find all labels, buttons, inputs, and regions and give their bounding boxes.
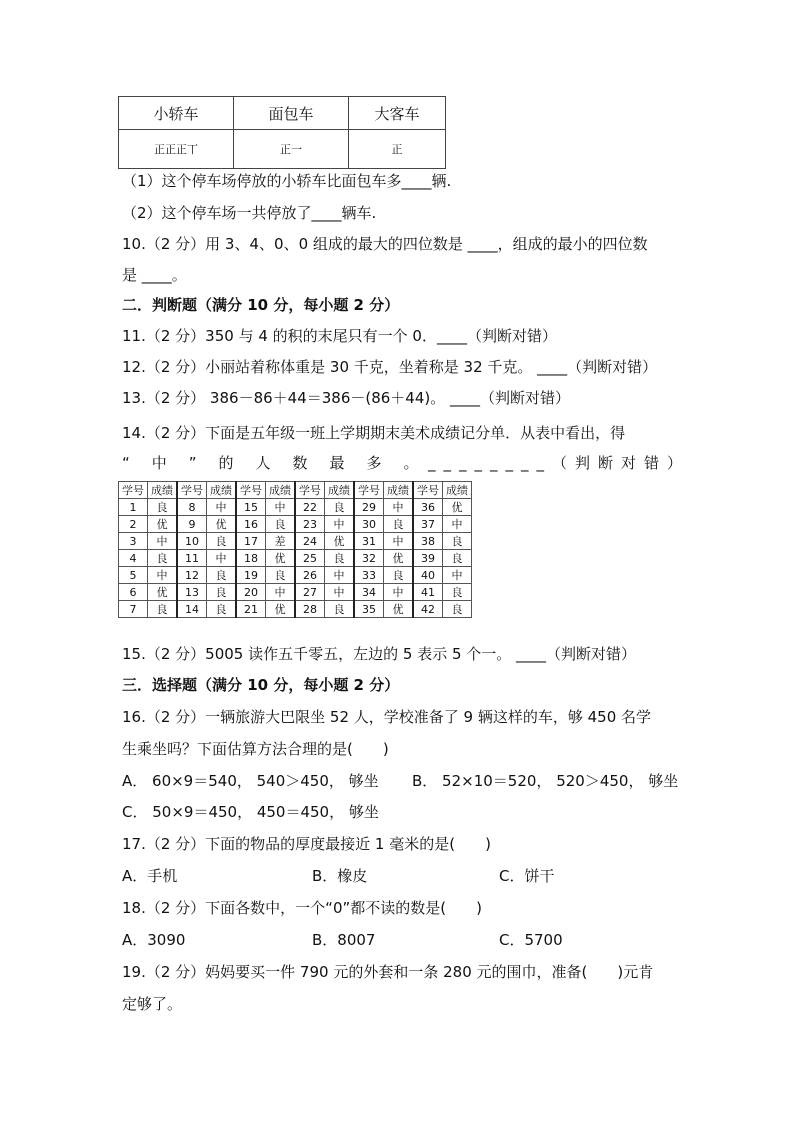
section-2-heading: 二．判断题（满分 10 分，每小题 2 分） xyxy=(122,296,400,314)
student-number: 34 xyxy=(354,584,384,601)
question-17-option-b: B．橡皮 xyxy=(312,867,368,885)
student-grade: 中 xyxy=(207,499,237,516)
student-number: 40 xyxy=(413,567,443,584)
student-grade: 良 xyxy=(148,601,178,618)
grade-table-header xyxy=(119,482,472,499)
grade-header-grade: 成绩 xyxy=(207,482,237,499)
student-grade: 优 xyxy=(443,499,472,516)
student-grade: 优 xyxy=(325,533,355,550)
student-grade: 良 xyxy=(207,601,237,618)
question-16-line1: 16.（2 分）一辆旅游大巴限坐 52 人，学校准备了 9 辆这样的车，够 450 名学 xyxy=(122,708,652,726)
student-grade: 中 xyxy=(325,567,355,584)
student-number: 7 xyxy=(119,601,148,618)
student-number: 16 xyxy=(236,516,266,533)
student-number: 2 xyxy=(119,516,148,533)
student-number: 26 xyxy=(295,567,325,584)
student-number: 31 xyxy=(354,533,384,550)
student-grade: 中 xyxy=(266,584,296,601)
student-grade: 优 xyxy=(384,550,414,567)
question-17-option-a: A．手机 xyxy=(122,867,178,885)
question-12: 12.（2 分）小丽站着称体重是 30 千克，坐着称是 32 千克。 ____（判断对错） xyxy=(122,358,658,376)
grade-header-number: 学号 xyxy=(119,482,148,499)
student-grade: 良 xyxy=(148,499,178,516)
student-grade: 良 xyxy=(443,550,472,567)
vehicle-header: 面包车 xyxy=(234,97,349,130)
student-grade: 优 xyxy=(266,601,296,618)
grade-header-number: 学号 xyxy=(295,482,325,499)
student-number: 19 xyxy=(236,567,266,584)
student-grade: 中 xyxy=(148,533,178,550)
question-19-line1: 19.（2 分）妈妈要买一件 790 元的外套和一条 280 元的围巾，准备( )元肯 xyxy=(122,963,654,981)
grade-header-number: 学号 xyxy=(354,482,384,499)
student-grade: 中 xyxy=(443,516,472,533)
student-number: 3 xyxy=(119,533,148,550)
student-number: 41 xyxy=(413,584,443,601)
student-number: 42 xyxy=(413,601,443,618)
student-grade: 良 xyxy=(148,550,178,567)
question-10-line1: 10.（2 分）用 3、4、0、0 组成的最大的四位数是 ____，组成的最小的四位数 xyxy=(122,235,648,253)
table-row xyxy=(119,533,472,550)
student-number: 20 xyxy=(236,584,266,601)
student-grade: 优 xyxy=(384,601,414,618)
question-19-line2: 定够了。 xyxy=(122,995,183,1013)
student-number: 14 xyxy=(177,601,207,618)
question-18-option-b: B．8007 xyxy=(312,931,376,949)
student-number: 36 xyxy=(413,499,443,516)
grade-header-number: 学号 xyxy=(177,482,207,499)
student-number: 32 xyxy=(354,550,384,567)
student-grade: 良 xyxy=(325,601,355,618)
student-grade: 中 xyxy=(443,567,472,584)
student-number: 15 xyxy=(236,499,266,516)
grade-table xyxy=(118,481,472,618)
table-row xyxy=(119,567,472,584)
student-number: 28 xyxy=(295,601,325,618)
student-number: 35 xyxy=(354,601,384,618)
tally-cell: 正 xyxy=(349,130,446,169)
student-number: 11 xyxy=(177,550,207,567)
student-number: 23 xyxy=(295,516,325,533)
question-16-option-a: A． 60×9＝540， 540＞450， 够坐 xyxy=(122,772,379,790)
student-number: 13 xyxy=(177,584,207,601)
student-number: 37 xyxy=(413,516,443,533)
student-number: 17 xyxy=(236,533,266,550)
question-14-line1: 14.（2 分）下面是五年级一班上学期期末美术成绩记分单．从表中看出，得 xyxy=(122,424,626,442)
student-grade: 良 xyxy=(384,567,414,584)
student-number: 29 xyxy=(354,499,384,516)
question-13: 13.（2 分） 386－86＋44＝386－(86＋44)。 ____（判断对错） xyxy=(122,389,571,407)
grade-header-number: 学号 xyxy=(413,482,443,499)
student-number: 5 xyxy=(119,567,148,584)
grade-header-grade: 成绩 xyxy=(325,482,355,499)
student-grade: 中 xyxy=(384,499,414,516)
student-grade: 中 xyxy=(325,584,355,601)
vehicle-header: 大客车 xyxy=(349,97,446,130)
question-18: 18.（2 分）下面各数中，一个“0”都不读的数是( ) xyxy=(122,899,482,917)
student-number: 12 xyxy=(177,567,207,584)
student-grade: 良 xyxy=(207,567,237,584)
grade-header-grade: 成绩 xyxy=(443,482,472,499)
grade-header-number: 学号 xyxy=(236,482,266,499)
question-11: 11.（2 分）350 与 4 的积的末尾只有一个 0．____（判断对错） xyxy=(122,327,557,345)
student-grade: 良 xyxy=(443,601,472,618)
question-14-answer-blank: ________（判断对错） xyxy=(428,454,691,472)
student-number: 21 xyxy=(236,601,266,618)
student-grade: 良 xyxy=(443,533,472,550)
question-16-option-b: B． 52×10＝520， 520＞450， 够坐 xyxy=(412,772,679,790)
student-grade: 良 xyxy=(266,516,296,533)
student-number: 38 xyxy=(413,533,443,550)
student-number: 25 xyxy=(295,550,325,567)
question-9-2: （2）这个停车场一共停放了____辆车. xyxy=(122,204,377,222)
student-grade: 中 xyxy=(266,499,296,516)
student-number: 24 xyxy=(295,533,325,550)
student-number: 6 xyxy=(119,584,148,601)
question-16-option-c: C． 50×9＝450， 450＝450， 够坐 xyxy=(122,803,379,821)
student-grade: 中 xyxy=(325,516,355,533)
student-grade: 中 xyxy=(384,584,414,601)
vehicle-tally-table xyxy=(118,96,446,169)
student-number: 8 xyxy=(177,499,207,516)
student-grade: 良 xyxy=(207,584,237,601)
student-number: 18 xyxy=(236,550,266,567)
grade-header-grade: 成绩 xyxy=(266,482,296,499)
student-number: 10 xyxy=(177,533,207,550)
student-grade: 优 xyxy=(148,584,178,601)
question-18-option-c: C．5700 xyxy=(499,931,563,949)
grade-header-grade: 成绩 xyxy=(148,482,178,499)
student-number: 22 xyxy=(295,499,325,516)
question-14-line2: “中”的人数最多。 xyxy=(122,454,441,472)
student-grade: 良 xyxy=(325,550,355,567)
student-grade: 良 xyxy=(384,516,414,533)
question-9-1: （1）这个停车场停放的小轿车比面包车多____辆. xyxy=(122,172,452,190)
section-3-heading: 三．选择题（满分 10 分，每小题 2 分） xyxy=(122,676,400,694)
student-grade: 优 xyxy=(207,516,237,533)
student-number: 33 xyxy=(354,567,384,584)
table-row xyxy=(119,499,472,516)
question-16-line2: 生乘坐吗？下面估算方法合理的是( ) xyxy=(122,740,389,758)
student-grade: 良 xyxy=(443,584,472,601)
tally-cell: 正正正丅 xyxy=(119,130,234,169)
grade-header-grade: 成绩 xyxy=(384,482,414,499)
tally-cell: 正一 xyxy=(234,130,349,169)
question-17-option-c: C．饼干 xyxy=(499,867,555,885)
student-number: 27 xyxy=(295,584,325,601)
table-row xyxy=(119,584,472,601)
question-10-line2: 是 ____。 xyxy=(122,266,187,284)
student-number: 30 xyxy=(354,516,384,533)
student-grade: 优 xyxy=(266,550,296,567)
student-grade: 中 xyxy=(148,567,178,584)
table-row xyxy=(119,516,472,533)
student-grade: 优 xyxy=(148,516,178,533)
student-grade: 良 xyxy=(266,567,296,584)
question-15: 15.（2 分）5005 读作五千零五，左边的 5 表示 5 个一。 ____（判断对错） xyxy=(122,645,637,663)
student-number: 39 xyxy=(413,550,443,567)
question-18-option-a: A．3090 xyxy=(122,931,186,949)
vehicle-header: 小轿车 xyxy=(119,97,234,130)
table-row xyxy=(119,550,472,567)
table-row xyxy=(119,601,472,618)
student-number: 9 xyxy=(177,516,207,533)
student-grade: 中 xyxy=(384,533,414,550)
student-grade: 差 xyxy=(266,533,296,550)
student-number: 4 xyxy=(119,550,148,567)
student-grade: 中 xyxy=(207,550,237,567)
question-17: 17.（2 分）下面的物品的厚度最接近 1 毫米的是( ) xyxy=(122,835,491,853)
student-grade: 良 xyxy=(325,499,355,516)
student-grade: 良 xyxy=(207,533,237,550)
student-number: 1 xyxy=(119,499,148,516)
